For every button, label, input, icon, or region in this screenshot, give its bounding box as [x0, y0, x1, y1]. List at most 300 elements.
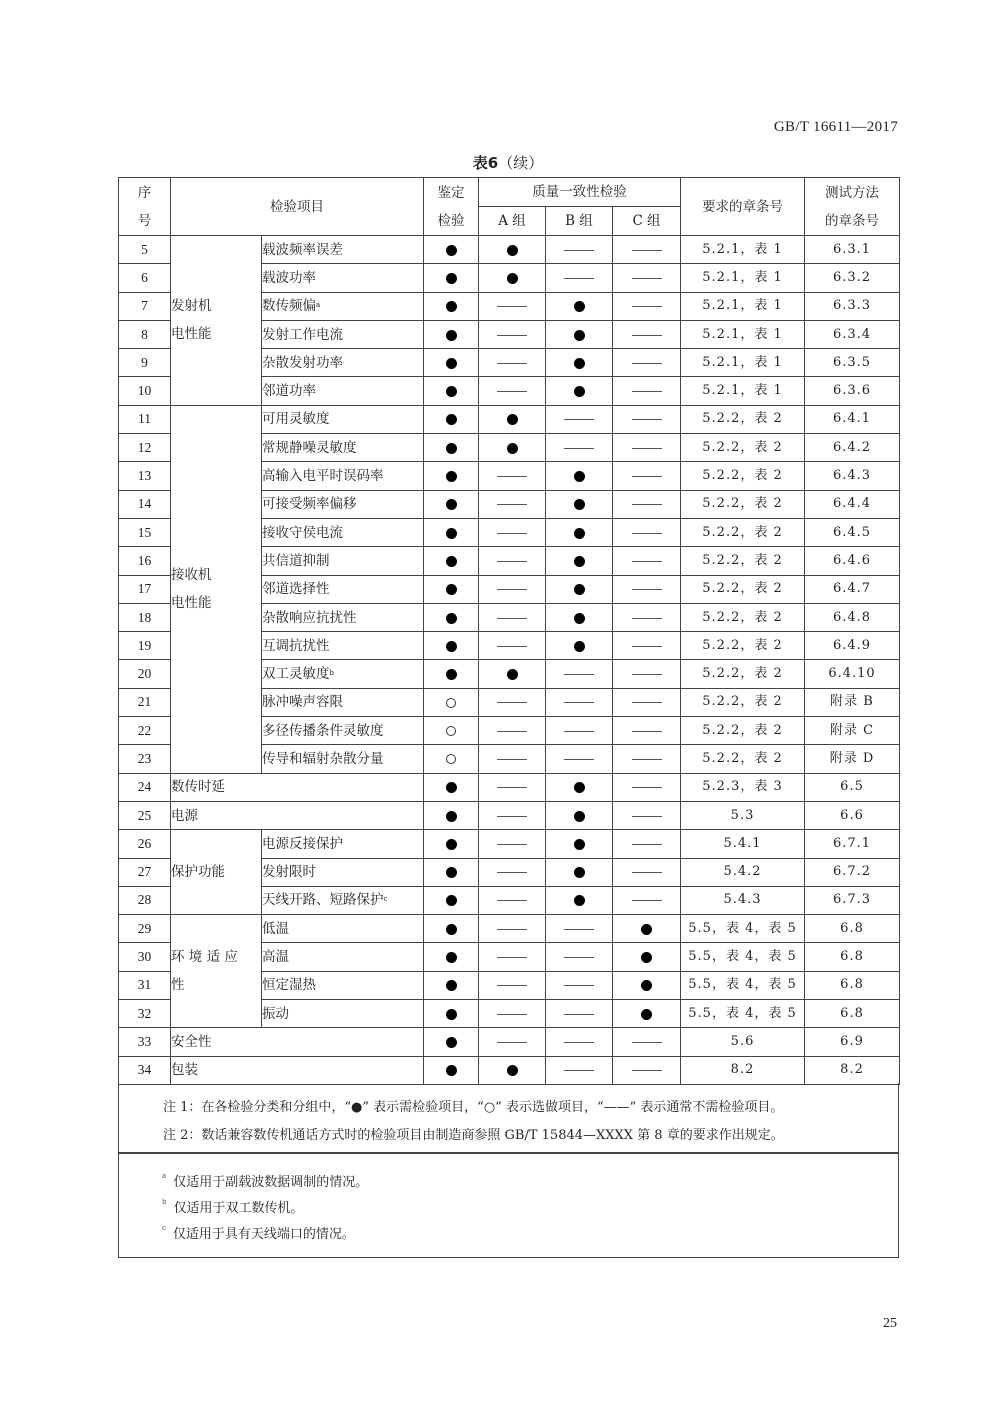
header-test-method: 测试方法 的章条号	[805, 178, 900, 236]
dash-icon	[632, 391, 662, 392]
footnote-c: $^c$ 仅适用于具有天线端口的情况。	[162, 1223, 355, 1242]
row-number: 33	[119, 1028, 171, 1056]
item-label: 接收守侯电流	[262, 524, 343, 541]
item-name	[262, 943, 424, 971]
filled-circle-icon	[446, 301, 457, 312]
group-b-cell	[546, 575, 613, 603]
qualification-cell	[424, 801, 479, 829]
requirement-clause: 5.2.2，表 2	[681, 547, 805, 575]
group-c-cell	[613, 915, 681, 943]
dash-icon	[632, 561, 662, 562]
dash-icon	[632, 419, 662, 420]
group-label	[171, 405, 262, 773]
group-c-cell	[613, 462, 681, 490]
dash-icon	[497, 335, 527, 336]
requirement-clause: 5.2.2，表 2	[681, 405, 805, 433]
group-a-cell	[479, 688, 546, 716]
group-c-cell	[613, 773, 681, 801]
item-label: 振动	[262, 1005, 289, 1022]
header-quality-conformance: 质量一致性检验	[479, 178, 681, 207]
dash-icon	[497, 731, 527, 732]
table-row	[119, 773, 900, 801]
dash-icon	[632, 448, 662, 449]
group-b-cell	[546, 292, 613, 320]
hollow-circle-icon	[446, 698, 456, 708]
filled-circle-icon	[574, 499, 585, 510]
group-b-cell	[546, 886, 613, 914]
test-method-clause: 6.7.1	[805, 830, 900, 858]
test-method-clause: 6.4.4	[805, 490, 900, 518]
item-label: 天线开路、短路保护	[262, 892, 384, 909]
row-number: 10	[119, 377, 171, 405]
group-c-cell	[613, 377, 681, 405]
dash-icon	[497, 702, 527, 703]
item-label: 载波频率误差	[262, 241, 343, 258]
requirement-clause: 5.4.1	[681, 830, 805, 858]
filled-circle-icon	[574, 811, 585, 822]
filled-circle-icon	[446, 867, 457, 878]
item-label: 数传时延	[171, 779, 225, 796]
qualification-cell	[424, 575, 479, 603]
table-row	[119, 801, 900, 829]
group-b-cell	[546, 236, 613, 264]
filled-circle-icon	[446, 414, 457, 425]
requirement-clause: 5.2.1，表 1	[681, 236, 805, 264]
requirement-clause: 5.2.3，表 3	[681, 773, 805, 801]
filled-circle-icon	[574, 556, 585, 567]
item-name	[262, 915, 424, 943]
group-a-cell	[479, 915, 546, 943]
filled-circle-icon	[446, 613, 457, 624]
row-number: 27	[119, 858, 171, 886]
group-a-cell	[479, 518, 546, 546]
qualification-cell	[424, 717, 479, 745]
requirement-clause: 5.5，表 4，表 5	[681, 915, 805, 943]
filled-circle-icon	[446, 273, 457, 284]
item-label: 双工灵敏度	[262, 666, 330, 683]
group-a-cell	[479, 405, 546, 433]
qualification-cell	[424, 236, 479, 264]
table-row	[119, 915, 900, 943]
dash-icon	[564, 985, 594, 986]
dash-icon	[632, 1070, 662, 1071]
group-b-cell	[546, 518, 613, 546]
filled-circle-icon	[574, 584, 585, 595]
qualification-cell	[424, 632, 479, 660]
dash-icon	[497, 872, 527, 873]
dash-icon	[497, 1014, 527, 1015]
qualification-cell	[424, 858, 479, 886]
test-method-clause: 6.4.10	[805, 660, 900, 688]
row-number: 20	[119, 660, 171, 688]
requirement-clause: 5.2.2，表 2	[681, 575, 805, 603]
row-number: 17	[119, 575, 171, 603]
item-label: 传导和辐射杂散分量	[262, 750, 384, 767]
filled-circle-icon	[446, 245, 457, 256]
test-method-clause: 6.8	[805, 971, 900, 999]
group-c-cell	[613, 886, 681, 914]
qualification-cell	[424, 773, 479, 801]
item-name	[262, 858, 424, 886]
table-title-main: 表6	[472, 154, 499, 172]
requirement-clause: 5.2.2，表 2	[681, 632, 805, 660]
item-name	[262, 490, 424, 518]
item-name	[262, 660, 424, 688]
test-method-clause: 附录 C	[805, 717, 900, 745]
group-b-cell	[546, 547, 613, 575]
filled-circle-icon	[574, 330, 585, 341]
test-method-clause: 6.7.2	[805, 858, 900, 886]
dash-icon	[497, 533, 527, 534]
row-number: 16	[119, 547, 171, 575]
group-label	[171, 236, 262, 406]
group-c-cell	[613, 490, 681, 518]
dash-icon	[632, 844, 662, 845]
header-qualification: 鉴定 检验	[424, 178, 479, 236]
dash-icon	[564, 929, 594, 930]
table-row	[119, 1056, 900, 1084]
filled-circle-icon	[574, 613, 585, 624]
item-label: 常规静噪灵敏度	[262, 439, 357, 456]
dash-icon	[564, 957, 594, 958]
requirement-clause: 5.2.2，表 2	[681, 518, 805, 546]
dash-icon	[564, 419, 594, 420]
row-number: 11	[119, 405, 171, 433]
group-c-cell	[613, 236, 681, 264]
group-a-cell	[479, 773, 546, 801]
dash-icon	[564, 731, 594, 732]
item-name	[171, 801, 424, 829]
row-number: 34	[119, 1056, 171, 1084]
row-number: 12	[119, 434, 171, 462]
dash-icon	[497, 900, 527, 901]
row-number: 30	[119, 943, 171, 971]
group-b-cell	[546, 915, 613, 943]
item-name	[262, 320, 424, 348]
item-label: 可接受频率偏移	[262, 496, 357, 513]
requirement-clause: 5.2.1，表 1	[681, 320, 805, 348]
qualification-cell	[424, 660, 479, 688]
table-row	[119, 1028, 900, 1056]
qualification-cell	[424, 490, 479, 518]
item-name	[262, 830, 424, 858]
row-number: 31	[119, 971, 171, 999]
qualification-cell	[424, 377, 479, 405]
group-a-cell	[479, 717, 546, 745]
dash-icon	[632, 674, 662, 675]
item-label: 发射限时	[262, 864, 316, 881]
test-method-clause: 6.4.3	[805, 462, 900, 490]
table-notes	[118, 1083, 899, 1153]
item-name	[262, 632, 424, 660]
group-a-cell	[479, 801, 546, 829]
item-name	[262, 377, 424, 405]
test-method-clause: 6.4.6	[805, 547, 900, 575]
qualification-cell	[424, 292, 479, 320]
group-b-cell	[546, 264, 613, 292]
test-method-clause: 6.7.3	[805, 886, 900, 914]
item-name	[171, 1028, 424, 1056]
qualification-cell	[424, 434, 479, 462]
filled-circle-icon	[446, 358, 457, 369]
group-c-cell	[613, 717, 681, 745]
group-c-cell	[613, 858, 681, 886]
requirement-clause: 5.3	[681, 801, 805, 829]
requirement-clause: 5.2.2，表 2	[681, 745, 805, 773]
group-label-line1: 环 境 适 应	[171, 949, 238, 966]
item-label: 安全性	[171, 1033, 212, 1050]
test-method-clause: 6.4.1	[805, 405, 900, 433]
group-c-cell	[613, 688, 681, 716]
filled-circle-icon	[507, 669, 518, 680]
dash-icon	[632, 250, 662, 251]
item-name	[262, 462, 424, 490]
qualification-cell	[424, 264, 479, 292]
test-method-clause: 6.6	[805, 801, 900, 829]
group-label-line2: 电性能	[171, 595, 212, 612]
group-c-cell	[613, 575, 681, 603]
requirement-clause: 5.2.2，表 2	[681, 462, 805, 490]
dash-icon	[497, 504, 527, 505]
requirement-clause: 5.2.2，表 2	[681, 490, 805, 518]
group-a-cell	[479, 547, 546, 575]
dash-icon	[632, 816, 662, 817]
dash-icon	[497, 929, 527, 930]
filled-circle-icon	[446, 1037, 457, 1048]
item-label: 共信道抑制	[262, 552, 330, 569]
group-b-cell	[546, 349, 613, 377]
filled-circle-icon	[574, 301, 585, 312]
filled-circle-icon	[574, 528, 585, 539]
item-label: 发射工作电流	[262, 326, 343, 343]
dash-icon	[564, 702, 594, 703]
test-method-clause: 8.2	[805, 1056, 900, 1084]
row-number: 6	[119, 264, 171, 292]
group-b-cell	[546, 971, 613, 999]
table-footnotes	[118, 1153, 899, 1258]
dash-icon	[632, 306, 662, 307]
footnote-mark: b	[329, 669, 334, 678]
dash-icon	[632, 589, 662, 590]
filled-circle-icon	[507, 414, 518, 425]
dash-icon	[497, 759, 527, 760]
qualification-cell	[424, 943, 479, 971]
test-method-clause: 6.3.3	[805, 292, 900, 320]
dash-icon	[564, 1070, 594, 1071]
group-a-cell	[479, 858, 546, 886]
row-number: 32	[119, 1000, 171, 1028]
note-1: 注 1：在各检验分类和分组中，“●” 表示需检验项目，“○” 表示选做项目，“——” 表示通常不需检验项目。	[163, 1100, 784, 1115]
requirement-clause: 5.6	[681, 1028, 805, 1056]
footnote-b: $^b$ 仅适用于双工数传机。	[162, 1197, 304, 1216]
group-b-cell	[546, 490, 613, 518]
filled-circle-icon	[446, 782, 457, 793]
dash-icon	[564, 759, 594, 760]
item-label: 高输入电平时误码率	[262, 468, 384, 485]
row-number: 29	[119, 915, 171, 943]
group-b-cell	[546, 434, 613, 462]
filled-circle-icon	[641, 924, 652, 935]
dash-icon	[632, 731, 662, 732]
item-label: 多径传播条件灵敏度	[262, 722, 384, 739]
standard-number: GB/T 16611—2017	[773, 119, 898, 135]
group-b-cell	[546, 320, 613, 348]
group-c-cell	[613, 971, 681, 999]
filled-circle-icon	[574, 867, 585, 878]
filled-circle-icon	[446, 924, 457, 935]
hollow-circle-icon	[446, 726, 456, 736]
qualification-cell	[424, 688, 479, 716]
group-b-cell	[546, 858, 613, 886]
filled-circle-icon	[446, 443, 457, 454]
filled-circle-icon	[507, 245, 518, 256]
row-number: 19	[119, 632, 171, 660]
group-c-cell	[613, 745, 681, 773]
test-method-clause: 6.3.4	[805, 320, 900, 348]
test-method-clause: 6.5	[805, 773, 900, 801]
group-c-cell	[613, 801, 681, 829]
dash-icon	[632, 363, 662, 364]
group-label-line2: 电性能	[171, 326, 212, 343]
dash-icon	[564, 1042, 594, 1043]
item-label: 邻道功率	[262, 383, 316, 400]
group-b-cell	[546, 801, 613, 829]
filled-circle-icon	[446, 811, 457, 822]
group-a-cell	[479, 943, 546, 971]
dash-icon	[564, 1014, 594, 1015]
group-a-cell	[479, 660, 546, 688]
row-number: 5	[119, 236, 171, 264]
item-label: 电源反接保护	[262, 835, 343, 852]
test-method-clause: 6.8	[805, 1000, 900, 1028]
group-b-cell	[546, 377, 613, 405]
group-b-cell	[546, 1000, 613, 1028]
header-group-b: B 组	[546, 207, 613, 236]
row-number: 15	[119, 518, 171, 546]
dash-icon	[497, 476, 527, 477]
group-c-cell	[613, 264, 681, 292]
group-c-cell	[613, 830, 681, 858]
header-group-a: A 组	[479, 207, 546, 236]
row-number: 21	[119, 688, 171, 716]
group-b-cell	[546, 830, 613, 858]
item-label: 脉冲噪声容限	[262, 694, 343, 711]
group-c-cell	[613, 632, 681, 660]
group-a-cell	[479, 462, 546, 490]
group-label	[171, 915, 262, 1028]
dash-icon	[564, 674, 594, 675]
table-row	[119, 236, 900, 264]
row-number: 14	[119, 490, 171, 518]
item-name	[171, 773, 424, 801]
filled-circle-icon	[507, 1065, 518, 1076]
item-label: 杂散响应抗扰性	[262, 609, 357, 626]
group-c-cell	[613, 943, 681, 971]
filled-circle-icon	[446, 584, 457, 595]
group-label-line1: 发射机	[171, 298, 212, 315]
item-label: 载波功率	[262, 269, 316, 286]
group-b-cell	[546, 943, 613, 971]
filled-circle-icon	[574, 782, 585, 793]
qualification-cell	[424, 745, 479, 773]
header-requirement: 要求的章条号	[681, 178, 805, 236]
dash-icon	[632, 702, 662, 703]
group-c-cell	[613, 292, 681, 320]
group-label-line2: 性	[171, 977, 185, 994]
test-method-clause: 6.3.2	[805, 264, 900, 292]
group-a-cell	[479, 1000, 546, 1028]
group-a-cell	[479, 349, 546, 377]
group-a-cell	[479, 264, 546, 292]
group-c-cell	[613, 405, 681, 433]
group-b-cell	[546, 405, 613, 433]
item-label: 邻道选择性	[262, 581, 330, 598]
group-c-cell	[613, 518, 681, 546]
dash-icon	[497, 985, 527, 986]
filled-circle-icon	[446, 556, 457, 567]
filled-circle-icon	[446, 1009, 457, 1020]
group-b-cell	[546, 745, 613, 773]
footnote-a: $^a$ 仅适用于副载波数据调制的情况。	[162, 1171, 369, 1190]
qualification-cell	[424, 971, 479, 999]
filled-circle-icon	[641, 1009, 652, 1020]
table-row	[119, 830, 900, 858]
requirement-clause: 5.4.3	[681, 886, 805, 914]
group-a-cell	[479, 292, 546, 320]
dash-icon	[564, 250, 594, 251]
item-name	[262, 292, 424, 320]
group-c-cell	[613, 349, 681, 377]
test-method-clause: 6.4.2	[805, 434, 900, 462]
dash-icon	[632, 504, 662, 505]
filled-circle-icon	[446, 669, 457, 680]
dash-icon	[632, 900, 662, 901]
group-c-cell	[613, 434, 681, 462]
test-method-clause: 6.3.6	[805, 377, 900, 405]
filled-circle-icon	[446, 528, 457, 539]
header-item: 检验项目	[171, 178, 424, 236]
qualification-cell	[424, 1000, 479, 1028]
group-a-cell	[479, 490, 546, 518]
dash-icon	[497, 816, 527, 817]
dash-icon	[497, 646, 527, 647]
item-name	[262, 434, 424, 462]
row-number: 9	[119, 349, 171, 377]
group-a-cell	[479, 886, 546, 914]
item-label: 可用灵敏度	[262, 411, 330, 428]
test-method-clause: 6.4.8	[805, 603, 900, 631]
group-a-cell	[479, 434, 546, 462]
row-number: 7	[119, 292, 171, 320]
requirement-clause: 5.2.2，表 2	[681, 688, 805, 716]
group-b-cell	[546, 1056, 613, 1084]
dash-icon	[632, 872, 662, 873]
header-no: 序 号	[119, 178, 171, 236]
item-label: 杂散发射功率	[262, 354, 343, 371]
dash-icon	[632, 476, 662, 477]
row-number: 13	[119, 462, 171, 490]
qualification-cell	[424, 886, 479, 914]
table-title	[0, 152, 992, 173]
dash-icon	[632, 278, 662, 279]
group-a-cell	[479, 236, 546, 264]
filled-circle-icon	[446, 1065, 457, 1076]
filled-circle-icon	[574, 358, 585, 369]
item-name	[262, 971, 424, 999]
filled-circle-icon	[446, 980, 457, 991]
qualification-cell	[424, 462, 479, 490]
item-name	[262, 745, 424, 773]
